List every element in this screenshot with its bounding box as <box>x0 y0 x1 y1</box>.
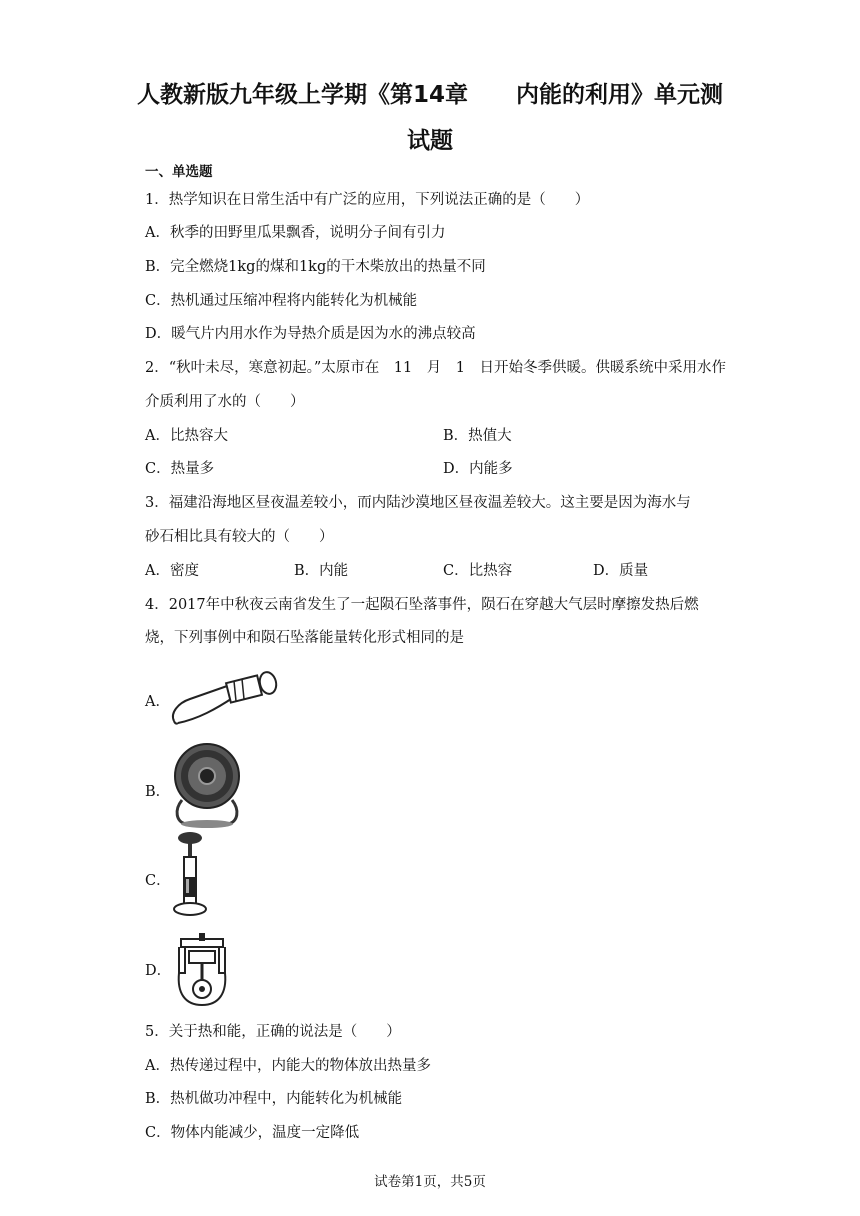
page-footer: 试卷第1页，共5页 <box>374 1174 486 1190</box>
q3-stem-line1: 3．福建沿海地区昼夜温差较小，而内陆沙漠地区昼夜温差较大。这主要是因为海水与 <box>145 495 691 511</box>
title-part1: 人教新版九年级上学期《第14章 <box>136 82 468 108</box>
q2-option-d: D．内能多 <box>443 461 513 477</box>
q4-option-d: D． <box>145 963 172 979</box>
q2-option-b: B．热值大 <box>443 428 512 444</box>
q4-option-b: B． <box>145 784 171 800</box>
title-part2: 内能的利用》单元测 <box>516 82 723 108</box>
q3-option-b: B．内能 <box>294 563 349 579</box>
q1-option-a: A．秋季的田野里瓜果飘香，说明分子间有引力 <box>145 225 446 241</box>
q5-option-a: A．热传递过程中，内能大的物体放出热量多 <box>145 1058 431 1074</box>
q2-stem-line1: 2．“秋叶未尽，寒意初起。”太原市在 11 月 1 日开始冬季供暖。供暖系统中采用水作 <box>145 360 726 376</box>
engine-cylinder-icon <box>175 933 229 1009</box>
q2-option-c: C．热量多 <box>145 461 215 477</box>
q1-option-c: C．热机通过压缩冲程将内能转化为机械能 <box>145 293 418 309</box>
q5-option-c: C．物体内能减少，温度一定降低 <box>145 1125 360 1141</box>
q1-stem: 1．热学知识在日常生活中有广泛的应用，下列说法正确的是（ ） <box>145 192 590 208</box>
q5-stem: 5．关于热和能，正确的说法是（ ） <box>145 1024 401 1040</box>
q4-stem-line2: 烧，下列事例中和陨石坠落能量转化形式相同的是 <box>145 630 464 646</box>
exam-title-line2: 试题 <box>407 128 453 154</box>
q3-option-a: A．密度 <box>145 563 199 579</box>
q4-option-c: C． <box>145 873 171 889</box>
q2-stem-line2: 介质利用了水的（ ） <box>145 394 305 410</box>
q3-stem-line2: 砂石相比具有较大的（ ） <box>145 529 334 545</box>
q5-option-b: B．热机做功冲程中，内能转化为机械能 <box>145 1091 403 1107</box>
q1-option-b: B．完全燃烧1kg的煤和1kg的干木柴放出的热量不同 <box>145 259 486 275</box>
exam-title <box>0 76 860 109</box>
q4-stem-line1: 4．2017年中秋夜云南省发生了一起陨石坠落事件，陨石在穿越大气层时摩擦发热后燃 <box>145 597 699 613</box>
electric-heater-icon <box>170 742 244 828</box>
air-compression-piston-icon <box>172 831 208 917</box>
q4-option-a: A． <box>145 694 170 710</box>
q3-option-d: D．质量 <box>593 563 649 579</box>
q1-option-d: D．暖气片内用水作为导热介质是因为水的沸点较高 <box>145 326 476 342</box>
section-heading: 一、单选题 <box>145 164 213 180</box>
test-tube-icon <box>168 663 280 727</box>
q3-option-c: C．比热容 <box>443 563 513 579</box>
q2-option-a: A．比热容大 <box>145 428 228 444</box>
